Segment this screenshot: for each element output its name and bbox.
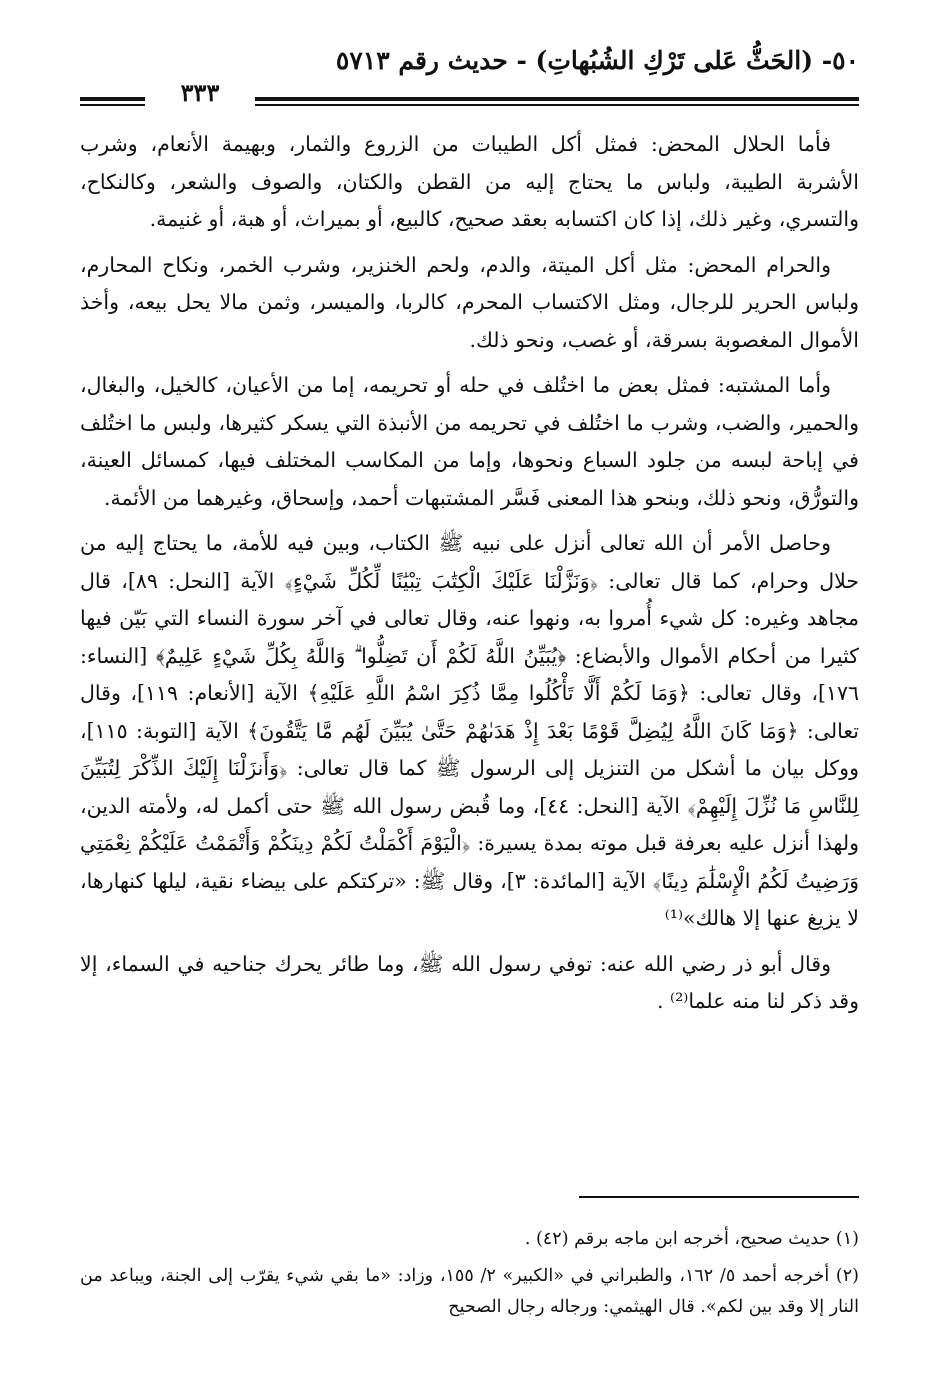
footnote-2: (٢) أخرجه أحمد ٥/ ١٦٢، والطبراني في «الكبير» ٢/ ١٥٥، وزاد: «ما بقي شيء يقرّب إلى الجنة، ويباعد من النار إلا وقد بين لكم». قال الهيثمي: ورجاله رجال الصحيح [80, 1266, 859, 1317]
running-header-title: ٥٠- (الحَثُّ عَلى تَرْكِ الشُبُهاتِ) - حديث رقم ٥٧١٣ [335, 46, 859, 75]
footnote-separator [579, 1196, 859, 1198]
page-number: ٣٣٣ [180, 78, 220, 107]
paragraph-hasil-al-amr: وحاصل الأمر أن الله تعالى أنزل على نبيه ﷺ الكتاب، وبين فيه للأمة، ما يحتاج إليه من حلال وحرام، كما قال تعالى: ﴿وَنَزَّلْنَا عَلَيْكَ الْكِتَٰبَ تِبْيَٰنًا لِّكُلِّ شَيْءٍ﴾ الآية [النحل: ٨٩]، قال مجاهد وغيره: كل شيء أُمروا به، ونهوا عنه، وقال تعالى في آخر سورة النساء التي بَيّن فيها كثيرا من أحكام الأموال والأبضاع: ﴿يُبَيِّنُ اللَّهُ لَكُمْ أَن تَضِلُّوا ۗ وَاللَّهُ بِكُلِّ شَيْءٍ عَلِيمٌ﴾ [النساء: ١٧٦]، وقال تعالى: ﴿وَمَا لَكُمْ أَلَّا تَأْكُلُوا مِمَّا ذُكِرَ اسْمُ اللَّهِ عَلَيْهِ﴾ الآية [الأنعام: ١١٩]، وقال تعالى: ﴿وَمَا كَانَ اللَّهُ لِيُضِلَّ قَوْمًا بَعْدَ إِذْ هَدَىٰهُمْ حَتَّىٰ يُبَيِّنَ لَهُم مَّا يَتَّقُونَ﴾ الآية [التوبة: ١١٥]، ووكل بيان ما أشكل من التنزيل إلى الرسول ﷺ كما قال تعالى: ﴿وَأَنزَلْنَا إِلَيْكَ الذِّكْرَ لِتُبَيِّنَ لِلنَّاسِ مَا نُزِّلَ إِلَيْهِمْ﴾ الآية [النحل: ٤٤]، وما قُبض رسول الله ﷺ حتى أكمل له، ولأمته الدين، ولهذا أنزل عليه بعرفة قبل موته بمدة يسيرة: ﴿الْيَوْمَ أَكْمَلْتُ لَكُمْ دِينَكُمْ وَأَتْمَمْتُ عَلَيْكُمْ نِعْمَتِي وَرَضِيتُ لَكُمُ الْإِسْلَٰمَ دِينًا﴾ الآية [المائدة: ٣]، وقال ﷺ: «تركتكم على بيضاء نقية، ليلها كنهارها، لا يزيغ عنها إلا هالك»⁽¹⁾ [80, 531, 859, 930]
paragraph-mushtabah: وأما المشتبه: فمثل بعض ما اختُلف في حله أو تحريمه، إما من الأعيان، كالخيل، والبغال، والحمير، والضب، وشرب ما اختُلف في تحريمه من الأنبذة التي يسكر كثيرها، ولبس ما اختُلف في إباحة لبسه من جلود السباع ونحوها، وإما من المكاسب المختلف فيها، كمسائل العينة، والتورُّق، ونحو ذلك، وبنحو هذا المعنى فَسَّر المشتبهات أحمد، وإسحاق، وغيرهما من الأئمة. [80, 373, 859, 510]
main-text [80, 126, 859, 1021]
footnotes [80, 1224, 859, 1323]
footnote-1: (١) حديث صحيح، أخرجه ابن ماجه برقم (٤٢) . [524, 1229, 859, 1249]
paragraph-halal: فأما الحلال المحض: فمثل أكل الطيبات من الزروع والثمار، وبهيمة الأنعام، وشرب الأشربة الطيبة، ولباس ما يحتاج إليه من القطن والكتان، والصوف والشعر، وكالنكاح، والتسري، وغير ذلك، إذا كان اكتسابه بعقد صحيح، كالبيع، أو بميراث، أو هبة، أو غنيمة. [80, 132, 859, 231]
paragraph-abu-dharr: وقال أبو ذر رضي الله عنه: توفي رسول الله ﷺ، وما طائر يحرك جناحيه في السماء، إلا وقد ذكر لنا منه علما⁽²⁾ . [80, 951, 859, 1013]
paragraph-haram: والحرام المحض: مثل أكل الميتة، والدم، ولحم الخنزير، وشرب الخمر، ونكاح المحارم، ولباس الحرير للرجال، ومثل الاكتساب المحرم، كالربا، والميسر، وثمن مالا يحل بيعه، وأخذ الأموال المغصوبة بسرقة، أو غصب، ونحو ذلك. [80, 252, 859, 352]
